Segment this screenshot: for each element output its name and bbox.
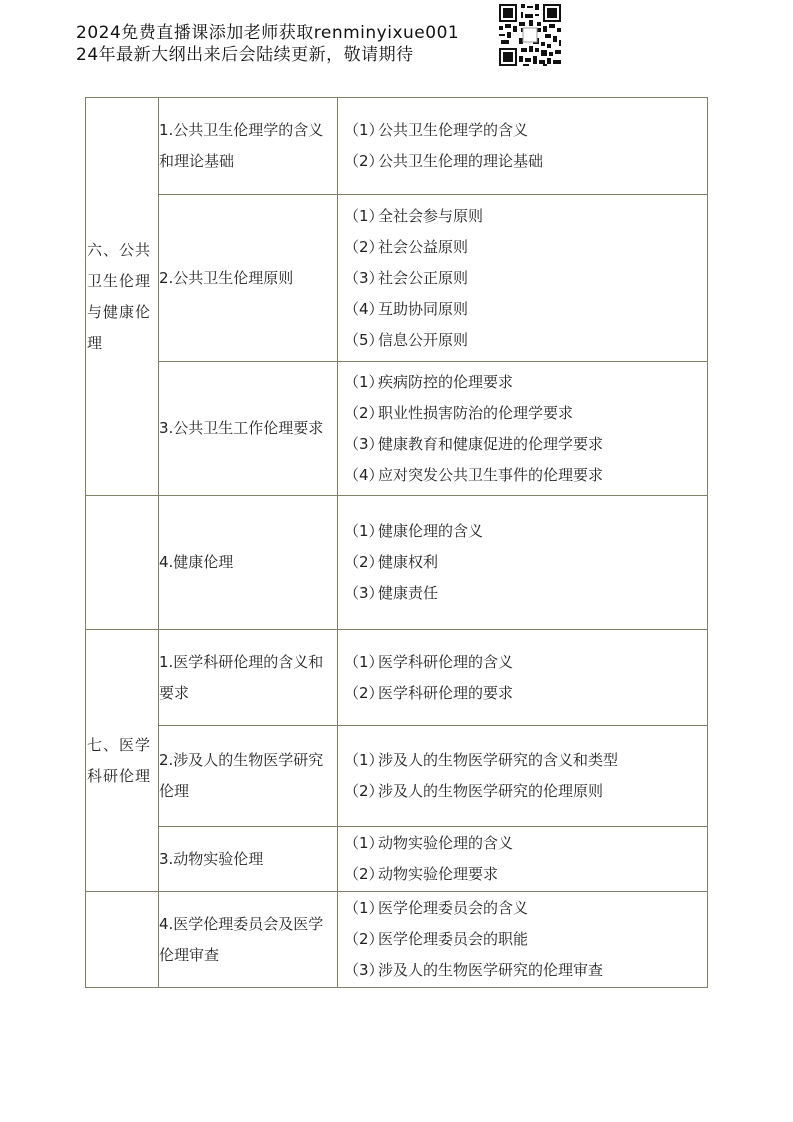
list-item [344,516,707,547]
section-title-empty [86,892,159,988]
list-item [344,745,707,776]
list-item [344,263,707,294]
table-row [86,827,708,892]
item-text: 全社会参与原则 [378,206,484,225]
item-number: （4） [344,465,384,484]
list-item [344,146,707,177]
item-number: （1） [344,834,384,852]
item-text: 公共卫生伦理的理论基础 [378,152,544,170]
item-text: 社会公正原则 [378,268,469,287]
item-number: （2） [344,782,384,800]
topic-label: 2.涉及人的生物医学研究伦理 [159,726,338,827]
item-number: （1） [344,206,384,225]
list-item [344,367,707,398]
topic-items [338,892,708,988]
item-text: 信息公开原则 [378,330,469,349]
item-number: （2） [344,865,384,883]
promo-line-2: 24年最新大纲出来后会陆续更新，敬请期待 [76,45,414,65]
list-item [344,578,707,609]
list-item [344,232,707,263]
topic-items [338,195,708,362]
item-text: 应对突发公共卫生事件的伦理要求 [378,465,604,484]
topic-items [338,496,708,630]
section-title: 六、公共卫生伦理与健康伦理 [86,98,159,496]
item-text: 医学科研伦理的要求 [378,683,514,702]
section-title: 七、医学科研伦理 [86,630,159,892]
list-item [344,893,707,924]
item-text: 医学伦理委员会的含义 [378,899,529,917]
item-text: 动物实验伦理要求 [378,865,499,883]
topic-label: 4.健康伦理 [159,496,338,630]
item-number: （2） [344,683,384,702]
topic-items [338,362,708,496]
topic-label: 1.医学科研伦理的含义和要求 [159,630,338,726]
list-item [344,429,707,460]
list-item [344,398,707,429]
item-number: （2） [344,930,384,948]
item-text: 健康责任 [378,584,439,602]
topic-label: 1.公共卫生伦理学的含义和理论基础 [159,98,338,195]
item-text: 互助协同原则 [378,299,469,318]
item-text: 涉及人的生物医学研究的含义和类型 [378,751,619,769]
list-item [344,201,707,232]
item-text: 健康伦理的含义 [378,522,484,540]
item-number: （2） [344,403,384,422]
list-item [344,325,707,356]
table-row [86,630,708,726]
item-number: （5） [344,330,384,349]
item-number: （1） [344,522,384,540]
list-item [344,294,707,325]
list-item [344,647,707,678]
item-number: （2） [344,152,384,170]
table-row [86,892,708,988]
item-text: 动物实验伦理的含义 [378,834,514,852]
topic-label: 3.动物实验伦理 [159,827,338,892]
item-text: 健康权利 [378,553,439,571]
topic-items [338,98,708,195]
topic-label: 4.医学伦理委员会及医学伦理审查 [159,892,338,988]
item-text: 疾病防控的伦理要求 [378,372,514,391]
promo-banner [76,22,459,66]
item-text: 职业性损害防治的伦理学要求 [378,403,574,422]
item-text: 医学科研伦理的含义 [378,652,514,671]
item-number: （1） [344,372,384,391]
table-row [86,726,708,827]
qr-code-icon[interactable] [497,2,563,68]
table-row [86,195,708,362]
table-row [86,496,708,630]
item-text: 涉及人的生物医学研究的伦理审查 [378,961,604,979]
topic-items [338,726,708,827]
item-text: 社会公益原则 [378,237,469,256]
topic-items [338,827,708,892]
item-number: （3） [344,434,384,453]
item-number: （3） [344,584,384,602]
item-text: 涉及人的生物医学研究的伦理原则 [378,782,604,800]
topic-items [338,630,708,726]
item-text: 健康教育和健康促进的伦理学要求 [378,434,604,453]
table-row [86,362,708,496]
table-row [86,98,708,195]
item-number: （4） [344,299,384,318]
list-item [344,776,707,807]
promo-line-1: 2024免费直播课添加老师获取renminyixue001 [76,23,460,43]
item-number: （1） [344,121,384,139]
topic-label: 3.公共卫生工作伦理要求 [159,362,338,496]
list-item [344,678,707,709]
item-number: （3） [344,268,384,287]
list-item [344,955,707,986]
topic-label: 2.公共卫生伦理原则 [159,195,338,362]
item-number: （1） [344,899,384,917]
list-item [344,859,707,890]
section-title-empty [86,496,159,630]
item-text: 医学伦理委员会的职能 [378,930,529,948]
syllabus-table [85,97,708,988]
item-number: （1） [344,751,384,769]
list-item [344,460,707,491]
list-item [344,115,707,146]
list-item [344,547,707,578]
item-number: （2） [344,553,384,571]
item-number: （1） [344,652,384,671]
list-item [344,924,707,955]
item-text: 公共卫生伦理学的含义 [378,121,529,139]
list-item [344,828,707,859]
item-number: （2） [344,237,384,256]
item-number: （3） [344,961,384,979]
